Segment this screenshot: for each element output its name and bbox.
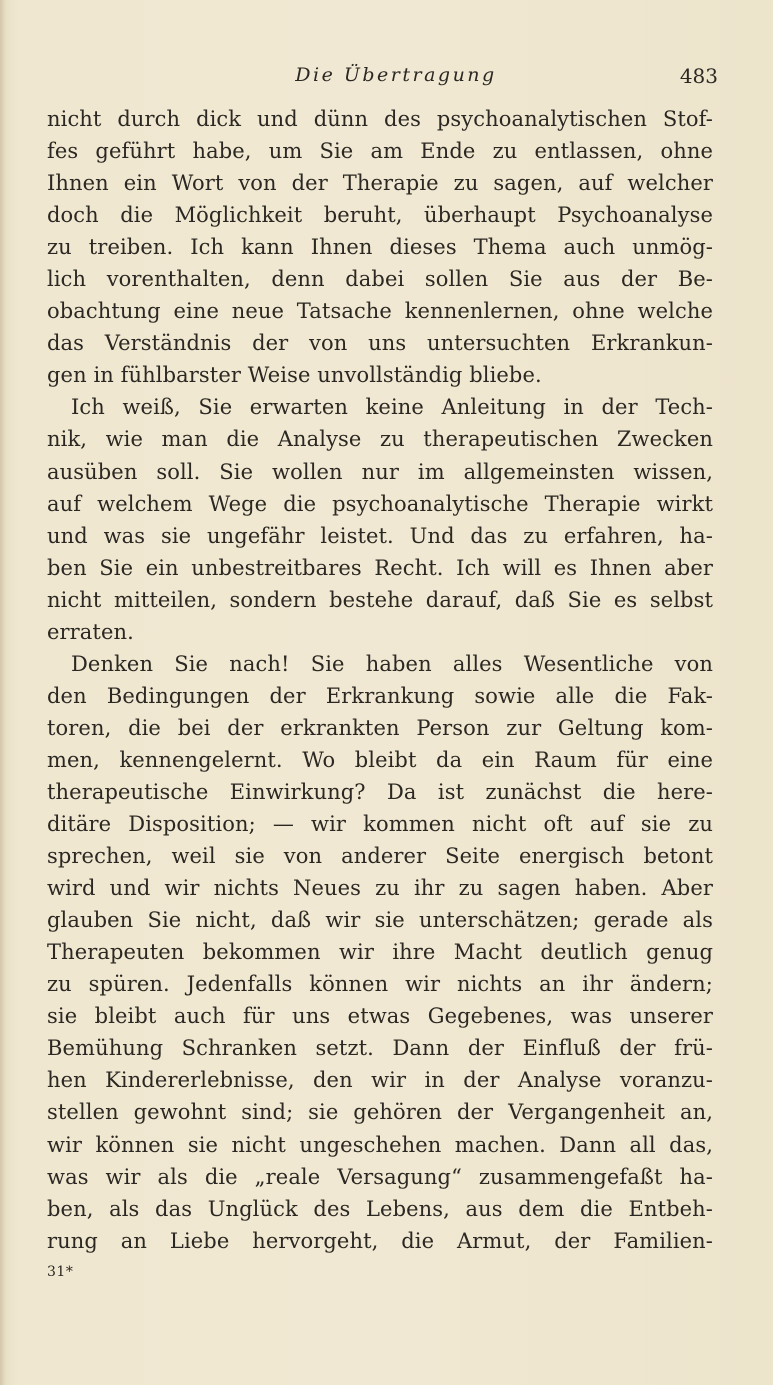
text-line: Ich weiß, Sie erwarten keine Anleitung in der Tech-	[71, 395, 713, 420]
text-line: auf welchem Wege die psychoanalytische Therapie wirkt	[47, 491, 713, 516]
text-line: ben Sie ein unbestreitbares Recht. Ich will es Ihnen aber	[47, 555, 713, 580]
text-line: gen in fühlbarster Weise unvollständig bliebe.	[47, 363, 542, 388]
text-line: nicht mitteilen, sondern bestehe darauf, daß Sie es selbst	[47, 587, 713, 612]
text-line: men, kennengelernt. Wo bleibt da ein Raum für eine	[47, 747, 713, 772]
text-line: lich vorenthalten, denn dabei sollen Sie aus der Be-	[47, 267, 713, 292]
text-line: das Verständnis der von uns untersuchten Erkrankun-	[47, 331, 713, 356]
page-number: 483	[679, 64, 718, 88]
page-gutter-shadow	[0, 0, 6, 1385]
text-line: Bemühung Schranken setzt. Dann der Einfluß der frü-	[47, 1036, 713, 1061]
text-line: ditäre Disposition; — wir kommen nicht oft auf sie zu	[47, 812, 713, 837]
text-line: sie bleibt auch für uns etwas Gegebenes, was unserer	[47, 1004, 713, 1029]
text-line: zu spüren. Jedenfalls können wir nichts an ihr ändern;	[47, 972, 713, 997]
text-line: Therapeuten bekommen wir ihre Macht deutlich genug	[47, 940, 713, 965]
signature-mark: 31*	[47, 1264, 74, 1280]
text-line: sprechen, weil sie von anderer Seite energisch betont	[47, 844, 713, 869]
text-line: Denken Sie nach! Sie haben alles Wesentliche von	[71, 651, 713, 676]
text-line: und was sie ungefähr leistet. Und das zu erfahren, ha-	[47, 523, 713, 548]
text-line: ben, als das Unglück des Lebens, aus dem die Entbeh-	[47, 1196, 713, 1221]
text-line: obachtung eine neue Tatsache kennenlernen, ohne welche	[47, 299, 713, 324]
text-line: stellen gewohnt sind; sie gehören der Vergangenheit an,	[47, 1100, 713, 1125]
text-line: was wir als die „reale Versagung“ zusammengefaßt ha-	[47, 1164, 713, 1189]
text-line: fes geführt habe, um Sie am Ende zu entlassen, ohne	[47, 139, 713, 164]
text-line: doch die Möglichkeit beruht, überhaupt Psychoanalyse	[47, 203, 713, 228]
text-line: wir können sie nicht ungeschehen machen. Dann all das,	[47, 1132, 713, 1157]
text-line: wird und wir nichts Neues zu ihr zu sagen haben. Aber	[47, 876, 713, 901]
text-line: nicht durch dick und dünn des psychoanalytischen Stof-	[47, 107, 713, 131]
text-line: rung an Liebe hervorgeht, die Armut, der Familien-	[47, 1228, 713, 1253]
text-line: therapeutische Einwirkung? Da ist zunächst die here-	[47, 779, 713, 804]
text-line: glauben Sie nicht, daß wir sie unterschätzen; gerade als	[47, 908, 713, 933]
text-line: zu treiben. Ich kann Ihnen dieses Thema auch unmög-	[47, 235, 713, 260]
page-header	[46, 64, 716, 94]
text-line: nik, wie man die Analyse zu therapeutischen Zwecken	[47, 427, 713, 452]
text-line: hen Kindererlebnisse, den wir in der Analyse voranzu-	[47, 1068, 713, 1093]
running-title: Die Übertragung	[295, 64, 497, 86]
text-line: ausüben soll. Sie wollen nur im allgemeinsten wissen,	[47, 459, 713, 484]
body-text	[47, 103, 713, 1257]
text-line: Ihnen ein Wort von der Therapie zu sagen, auf welcher	[47, 171, 713, 196]
text-line: den Bedingungen der Erkrankung sowie alle die Fak-	[47, 683, 713, 708]
text-line: toren, die bei der erkrankten Person zur Geltung kom-	[47, 715, 713, 740]
text-line: erraten.	[47, 619, 134, 644]
